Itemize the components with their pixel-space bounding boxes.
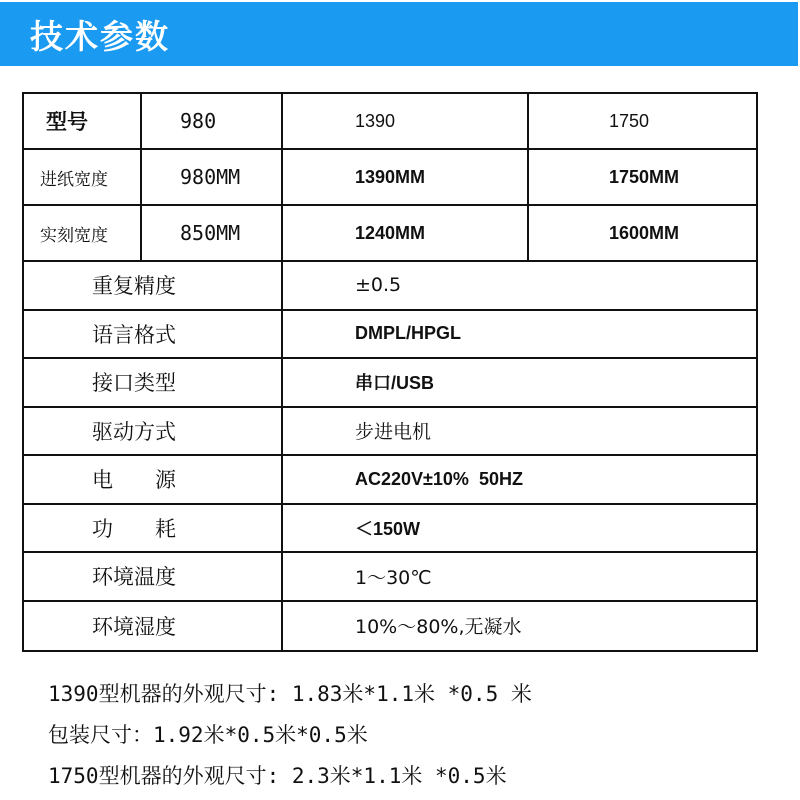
drive-label: 驱动方式: [24, 408, 283, 457]
drive-value: 步进电机: [283, 408, 756, 457]
model-1390: 1390: [283, 94, 529, 150]
cut-width-label: 实刻宽度: [24, 206, 142, 262]
precision-label: 重复精度: [24, 262, 283, 311]
cut-width-980: 850MM: [142, 206, 283, 262]
language-value: DMPL/HPGL: [283, 311, 756, 360]
power-consumption-label: 功 耗: [24, 505, 283, 554]
cut-width-1750: 1600MM: [529, 206, 756, 262]
model-1750: 1750: [529, 94, 756, 150]
precision-value: ±0.5: [283, 262, 756, 311]
spec-table: [22, 92, 758, 652]
note-packaging-dimensions: 包装尺寸：1.92米*0.5米*0.5米: [48, 723, 368, 747]
note-1750-dimensions: 1750型机器的外观尺寸: 2.3米*1.1米 *0.5米: [48, 764, 507, 788]
feed-width-980: 980MM: [142, 150, 283, 206]
dimension-notes: [48, 674, 768, 797]
power-supply-value: AC220V±10% 50HZ: [283, 456, 756, 505]
temperature-value: 1～30℃: [283, 553, 756, 602]
feed-width-1390: 1390MM: [283, 150, 529, 206]
feed-width-label: 进纸宽度: [24, 150, 142, 206]
cut-width-1390: 1240MM: [283, 206, 529, 262]
language-label: 语言格式: [24, 311, 283, 360]
power-consumption-value: ＜150W: [283, 505, 756, 554]
interface-label: 接口类型: [24, 359, 283, 408]
model-980: 980: [142, 94, 283, 150]
humidity-label: 环境湿度: [24, 602, 283, 651]
temperature-label: 环境温度: [24, 553, 283, 602]
title-banner: [0, 2, 798, 66]
feed-width-1750: 1750MM: [529, 150, 756, 206]
interface-value: 串口/USB: [283, 359, 756, 408]
power-supply-label: 电 源: [24, 456, 283, 505]
humidity-value: 10%～80%,无凝水: [355, 616, 522, 639]
page-title: 技术参数: [30, 16, 170, 56]
model-label: 型号: [24, 94, 142, 150]
note-1390-dimensions: 1390型机器的外观尺寸: 1.83米*1.1米 *0.5 米: [48, 682, 532, 706]
